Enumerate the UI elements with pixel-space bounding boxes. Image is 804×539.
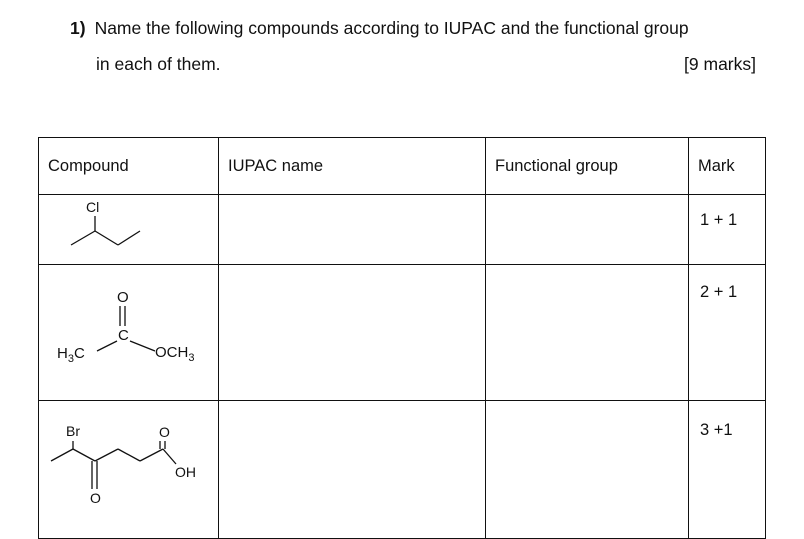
question-line-1 (70, 18, 689, 39)
skeletal-bonds (71, 216, 140, 245)
bromo-keto-acid-structure (39, 401, 219, 518)
iupac-name-cell[interactable] (219, 401, 486, 539)
iupac-name-cell[interactable] (219, 265, 486, 401)
question-text-line-1: Name the following compounds according to IUPAC and the functional group (94, 18, 689, 38)
header-iupac-name: IUPAC name (219, 138, 486, 195)
iupac-name-cell[interactable] (219, 195, 486, 265)
subscript-3: 3 (67, 353, 74, 365)
question-number: 1) (70, 18, 86, 38)
question-text-line-2: in each of them. (96, 54, 221, 74)
atom-label-br: Br (66, 423, 80, 439)
header-mark: Mark (689, 138, 766, 195)
atom-label-h: H (57, 345, 68, 362)
question-marks: [9 marks] (684, 54, 756, 74)
atom-label-o-ketone: O (90, 490, 101, 506)
header-functional-group: Functional group (486, 138, 689, 195)
compounds-table (38, 137, 766, 539)
table-row (39, 265, 766, 401)
atom-label-cl: Cl (86, 199, 100, 215)
ester-structure (39, 265, 219, 382)
atom-label-o-carbonyl: O (117, 289, 129, 306)
mark-cell: 1 + 1 (689, 195, 766, 265)
compound-cell (39, 195, 219, 265)
table-row (39, 195, 766, 265)
atom-label-o-acid: O (159, 424, 170, 440)
atom-label-c-methyl: C (73, 345, 85, 362)
table-header-row (39, 138, 766, 195)
atom-label-c: C (118, 327, 129, 344)
functional-group-cell[interactable] (486, 265, 689, 401)
compound-cell (39, 401, 219, 539)
mark-cell: 3 +1 (689, 401, 766, 539)
atom-label-och3 (155, 344, 194, 364)
subscript-3-och3: 3 (188, 352, 195, 364)
compound-cell (39, 265, 219, 401)
atom-label-h3c (57, 345, 85, 365)
mark-cell: 2 + 1 (689, 265, 766, 401)
atom-label-oh: OH (175, 464, 196, 480)
table-row (39, 401, 766, 539)
header-compound: Compound (39, 138, 219, 195)
chloro-alkane-structure (39, 195, 219, 248)
functional-group-cell[interactable] (486, 195, 689, 265)
functional-group-cell[interactable] (486, 401, 689, 539)
atom-label-och: OCH (155, 344, 189, 361)
skeletal-bonds (51, 441, 176, 489)
